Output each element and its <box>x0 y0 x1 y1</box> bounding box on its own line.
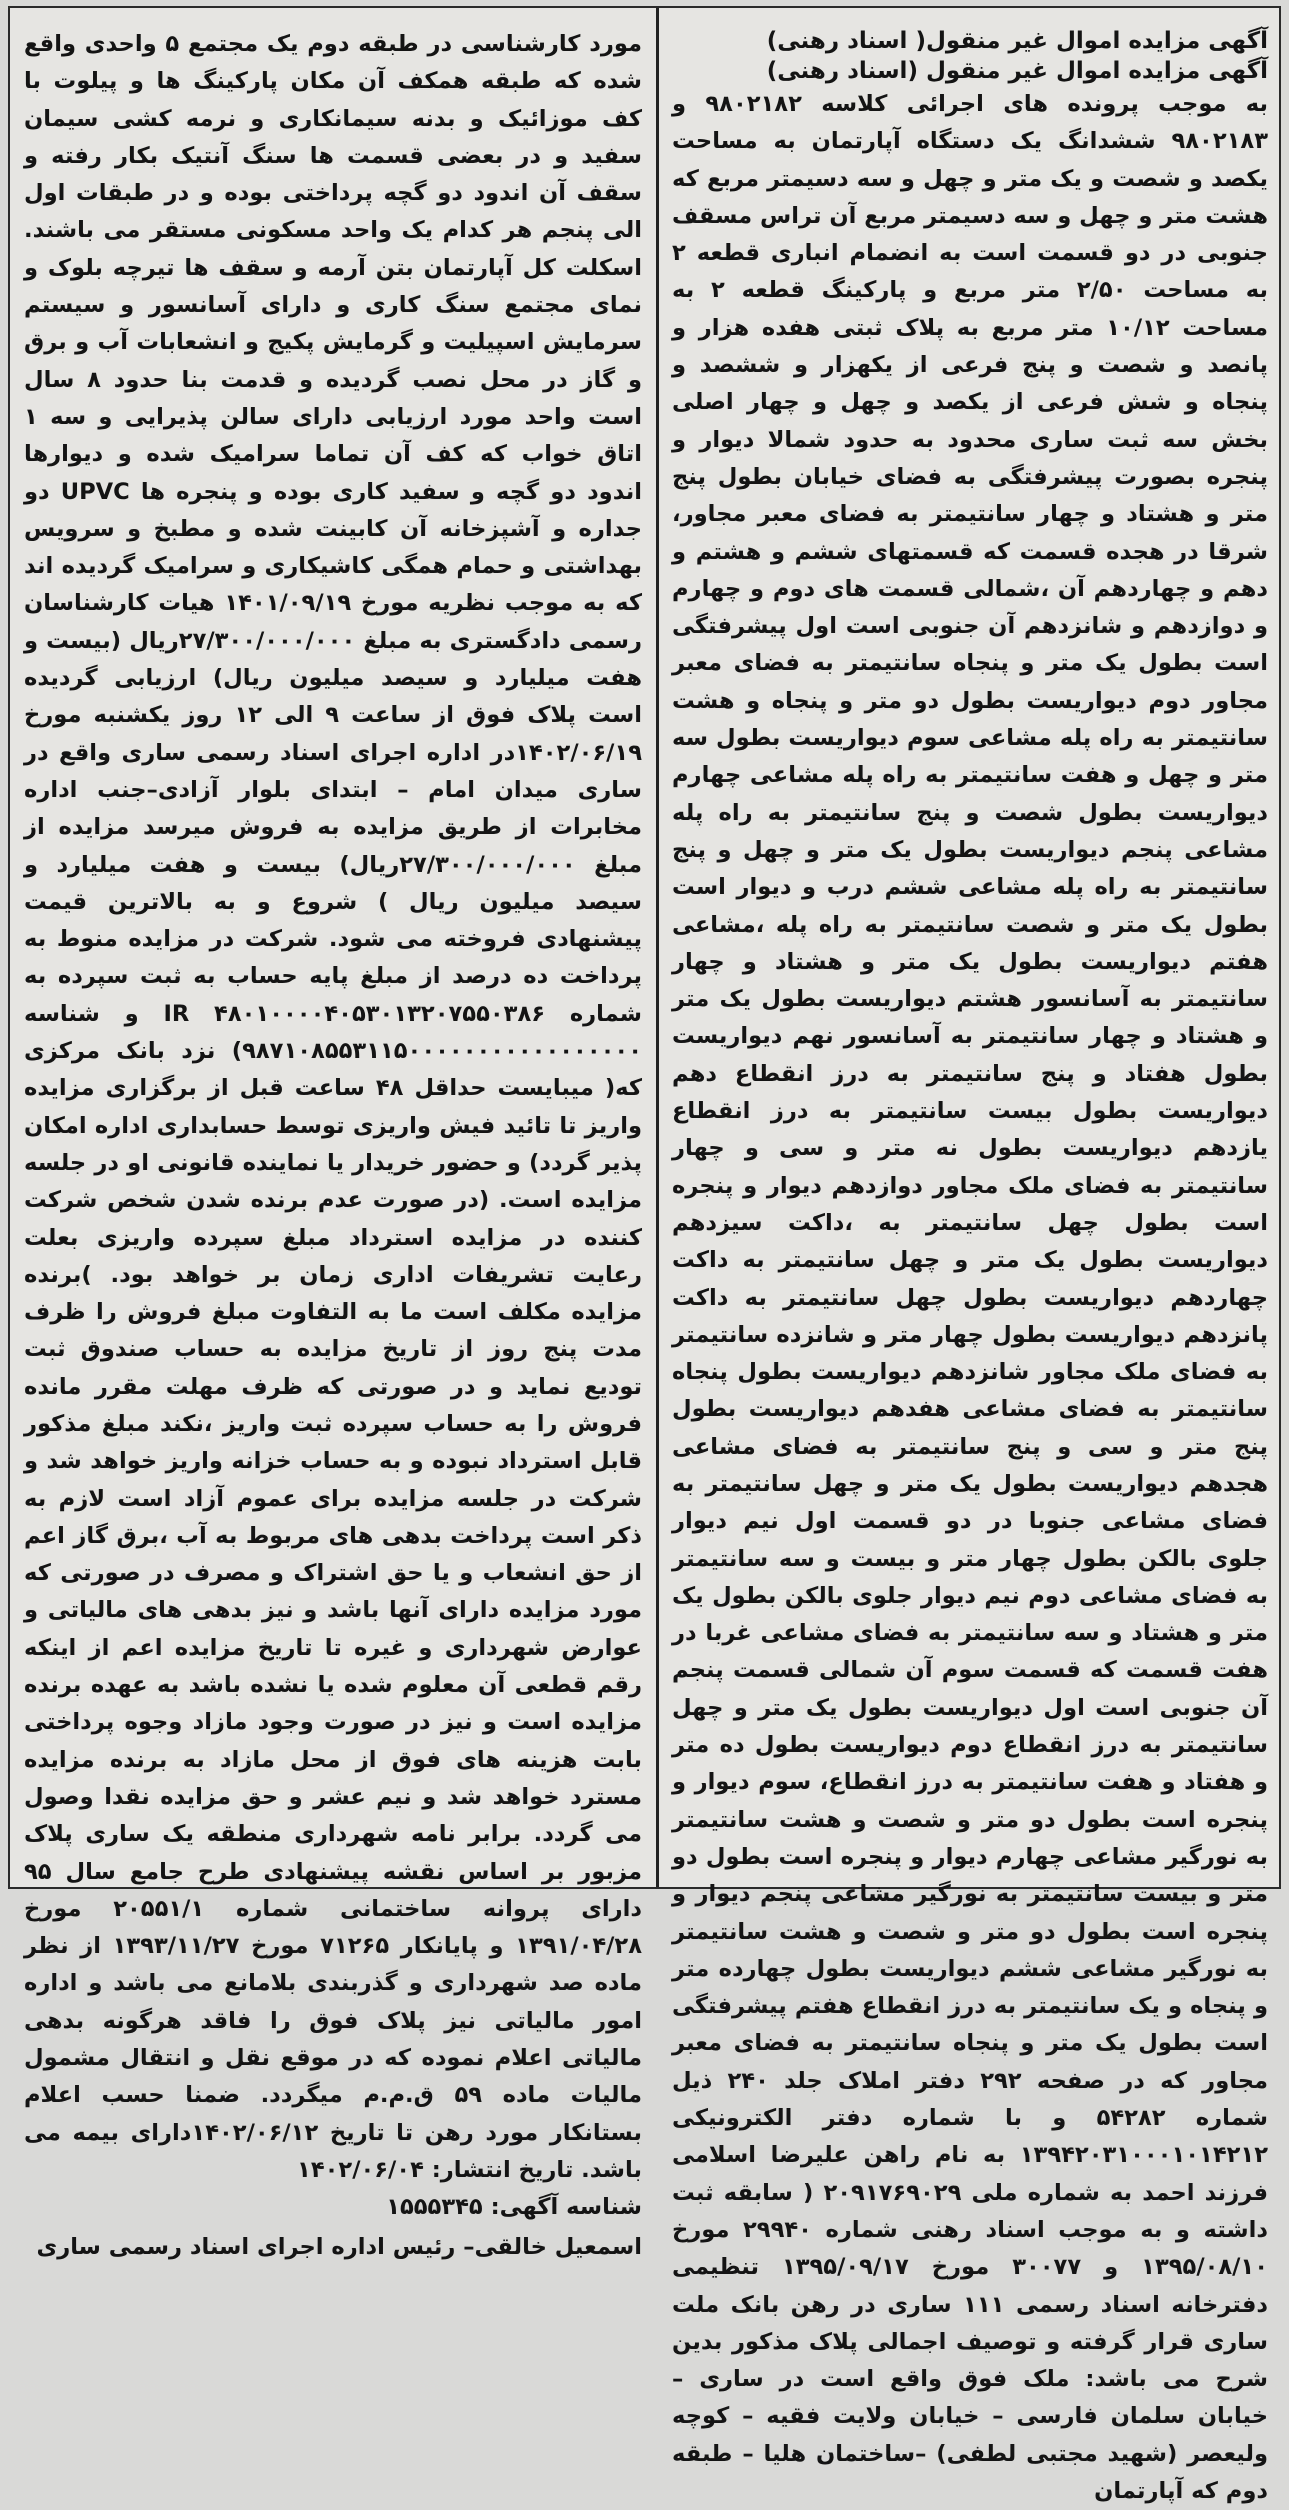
column-divider <box>656 8 659 1887</box>
right-column-text: به موجب پرونده های اجرائی کلاسه ۹۸۰۲۱۸۲ و ۹۸۰۲۱۸۳ ششدانگ یک دستگاه آپارتمان به مساحت یکصد و شصت و یک متر و چهل و سه دسیمتر مربع که هشت متر و چهل و سه دسیمتر مربع آن تراس مسقف جنوبی در دو قسمت است به انضمام انباری قطعه ۲ به مساحت ۲/۵۰ متر مربع و پارکینگ قطعه ۲ به مساحت ۱۰/۱۲ متر مربع به پلاک ثبتی هفده هزار و پانصد و شصت و پنج فرعی از یکهزار و ششصد و پنجاه و شش فرعی از یکصد و چهل و چهار اصلی بخش سه ثبت ساری محدود به حدود شمالا دیوار و پنجره بصورت پیشرفتگی به فضای خیابان بطول پنج متر و هشتاد و چهار سانتیمتر به فضای معبر مجاور، شرقا در هجده قسمت که قسمتهای ششم و هشتم و دهم و چهاردهم آن ،شمالی قسمت های دوم و چهارم و دوازدهم و شانزدهم آن جنوبی است اول پیشرفتگی است بطول یک متر و پنجاه سانتیمتر به فضای معبر مجاور دوم دیواریست بطول دو متر و پنجاه و هشت سانتیمتر به راه پله مشاعی سوم دیواریست بطول سه متر و چهل و هفت سانتیمتر به راه پله مشاعی چهارم دیواریست بطول شصت و پنج سانتیمتر به راه پله مشاعی پنجم دیواریست بطول یک متر و چهل و پنج سانتیمتر به راه پله مشاعی ششم درب و دیوار است بطول یک متر و شصت سانتیمتر به راه پله ،مشاعی هفتم دیواریست بطول یک متر و هشتاد و چهار سانتیمتر به آسانسور هشتم دیواریست بطول یک متر و هشتاد و چهار سانتیمتر به آسانسور نهم دیواریست بطول هفتاد و پنج سانتیمتر به درز انقطاع دهم دیواریست بطول بیست سانتیمتر به درز انقطاع یازدهم دیواریست بطول نه متر و سی و چهار سانتیمتر به فضای ملک مجاور دوازدهم دیوار و پنجره است بطول چهل سانتیمتر به ،داکت سیزدهم دیواریست بطول یک متر و چهل سانتیمتر به داکت چهاردهم دیواریست بطول چهل سانتیمتر به داکت پانزدهم دیواریست بطول چهار متر و شانزده سانتیمتر به فضای ملک مجاور شانزدهم دیواریست بطول پنجاه سانتیمتر به فضای مشاعی هفدهم دیواریست بطول پنج متر و سی و پنج سانتیمتر به فضای مشاعی هجدهم دیواریست بطول یک متر و چهل سانتیمتر به فضای مشاعی جنوبا در دو قسمت اول نیم دیوار جلوی بالکن بطول چهار متر و بیست و سه سانتیمتر به فضای مشاعی دوم نیم دیوار جلوی بالکن بطول یک متر و هشتاد و سه سانتیمتر به فضای مشاعی غربا در هفت قسمت که قسمت سوم آن شمالی قسمت پنجم آن جنوبی است اول دیواریست بطول یک متر و چهل سانتیمتر به درز انقطاع دوم دیواریست بطول ده متر و هفتاد و هفت سانتیمتر به درز انقطاع، سوم دیوار و پنجره است بطول دو متر و شصت و هشت سانتیمتر به نورگیر مشاعی چهارم دیوار و پنجره است بطول دو متر و بیست سانتیمتر به نورگیر مشاعی پنجم دیوار و پنجره است بطول دو متر و شصت و هشت سانتیمتر به نورگیر مشاعی ششم دیواریست بطول چهارده متر و پنجاه و یک سانتیمتر به درز انقطاع هفتم پیشرفتگی است بطول یک متر و پنجاه سانتیمتر به فضای معبر مجاور که در صفحه ۲۹۲ دفتر املاک جلد ۲۴۰ ذیل شماره ۵۴۲۸۲ و با شماره دفتر الکترونیکی ۱۳۹۴۲۰۳۱۰۰۰۱۰۱۴۲۱۲ به نام راهن علیرضا اسلامی فرزند احمد به شماره ملی ۲۰۹۱۷۶۹۰۲۹ ( سابقه ثبت داشته و به موجب اسناد رهنی شماره ۲۹۹۴۰ مورخ ۱۳۹۵/۰۸/۱۰ و ۳۰۰۷۷ مورخ ۱۳۹۵/۰۹/۱۷ تنظیمی دفترخانه اسناد رسمی ۱۱۱ ساری در رهن بانک ملت ساری قرار گرفته و توصیف اجمالی پلاک مذکور بدین شرح می باشد: ملک فوق واقع است در ساری – خیابان سلمان فارسی – خیابان ولایت فقیه – کوچه ولیعصر (شهید مجتبی لطفی) –ساختمان هلیا – طبقه دوم که آپارتمان <box>672 91 1268 2504</box>
signature: اسمعیل خالقی– رئیس اداره اجرای اسناد رسمی ساری <box>36 2233 642 2260</box>
left-column-text: مورد کارشناسی در طبقه دوم یک مجتمع ۵ واحدی واقع شده که طبقه همکف آن مکان پارکینگ ها و پیلوت با کف موزائیک و بدنه سیمانکاری و نرمه کشی سیمان سفید و در بعضی قسمت ها سنگ آنتیک بکار رفته و سقف آن اندود دو گچه پرداختی بوده و در طبقات اول الی پنجم هر کدام یک واحد مسکونی مستقر می باشند. اسکلت کل آپارتمان بتن آرمه و سقف ها تیرچه بلوک و نمای مجتمع سنگ کاری و دارای آسانسور و سیستم سرمایش اسپیلیت و گرمایش پکیج و انشعابات آب و برق و گاز در محل نصب گردیده و قدمت بنا حدود ۸ سال است واحد مورد ارزیابی دارای سالن پذیرایی و سه ۱ اتاق خواب که کف آن تماما سرامیک شده و دیوارها اندود دو گچه و سفید کاری بوده و پنجره ها UPVC دو جداره و آشپزخانه آن کابینت شده و مطبخ و سرویس بهداشتی و حمام همگی کاشیکاری و سرامیک گردیده اند که به موجب نظریه مورخ ۱۴۰۱/۰۹/۱۹ هیات کارشناسان رسمی دادگستری به مبلغ ۲۷/۳۰۰/۰۰۰/۰۰۰ریال (بیست و هفت میلیارد و سیصد میلیون ریال) ارزیابی گردیده است پلاک فوق از ساعت ۹ الی ۱۲ روز یکشنبه مورخ ۱۴۰۲/۰۶/۱۹در اداره اجرای اسناد رسمی ساری واقع در ساری میدان امام – ابتدای بلوار آزادی–جنب اداره مخابرات از طریق مزایده به فروش میرسد مزایده از مبلغ ۲۷/۳۰۰/۰۰۰/۰۰۰ریال) بیست و هفت میلیارد و سیصد میلیون ریال ) شروع و به بالاترین قیمت پیشنهادی فروخته می شود. شرکت در مزایده منوط به پرداخت ده درصد از مبلغ پایه حساب به ثبت سپرده به شماره IR ۴۸۰۱۰۰۰۰۴۰۵۳۰۱۳۲۰۷۵۵۰۳۸۶ و شناسه ۹۸۷۱۰۸۵۵۳۱۱۵۰۰۰۰۰۰۰۰۰۰۰۰۰۰۰۰۰) نزد بانک مرکزی که( میبایست حداقل ۴۸ ساعت قبل از برگزاری مزایده واریز تا تائید فیش واریزی توسط حسابداری اداره امکان پذیر گردد) و حضور خریدار یا نماینده قانونی او در جلسه مزایده است. (در صورت عدم برنده شدن شخص شرکت کننده در مزایده استرداد مبلغ سپرده واریزی بعلت رعایت تشریفات اداری زمان بر خواهد بود. )برنده مزایده مکلف است ما به التفاوت مبلغ فروش را ظرف مدت پنج روز از تاریخ مزایده به حساب صندوق ثبت تودیع نماید و در صورتی که ظرف مهلت مقرر مانده فروش را به حساب سپرده ثبت واریز ،نکند مبلغ مذکور قابل استرداد نبوده و به حساب خزانه واریز خواهد شد و شرکت در جلسه مزایده برای عموم آزاد است لازم به ذکر است پرداخت بدهی های مربوط به آب ،برق گاز اعم از حق انشعاب و یا حق اشتراک و مصرف در صورتی که مورد مزایده دارای آنها باشد و نیز بدهی های مالیاتی و عوارض شهرداری و غیره تا تاریخ مزایده اعم از اینکه رقم قطعی آن معلوم شده یا نشده باشد به عهده برنده مزایده است و نیز در صورت وجود مازاد وجوه پرداختی بابت هزینه های فوق از محل مازاد به برنده مزایده مسترد خواهد شد و نیم عشر و حق مزایده نقدا وصول می گردد. برابر نامه شهرداری منطقه یک ساری پلاک مزبور بر اساس نقشه پیشنهادی طرح جامع سال ۹۵ دارای پروانه ساختمانی شماره ۲۰۵۵۱/۱ مورخ ۱۳۹۱/۰۴/۲۸ و پایانکار ۷۱۲۶۵ مورخ ۱۳۹۳/۱۱/۲۷ از نظر ماده صد شهرداری و گذربندی بلامانع می باشد و اداره امور مالیاتی نیز پلاک فوق را فاقد هرگونه بدهی مالیاتی اعلام نموده که در موقع نقل و انتقال مشمول مالیات ماده ۵۹ ق.م.م میگردد. ضمنا حسب اعلام بستانکار مورد رهن تا تاریخ ۱۴۰۲/۰۶/۱۲دارای بیمه می باشد. تاریخ انتشار: ۱۴۰۲/۰۶/۰۴ <box>24 31 643 2183</box>
notice-title-repeat: آگهی مزایده اموال غیر منقول (اسناد رهنی) <box>766 58 1268 84</box>
newspaper-notice <box>8 6 1281 2504</box>
right-column <box>672 26 1268 2504</box>
notice-id: شناسه آگهی: ۱۵۵۵۳۴۵ <box>386 2194 642 2221</box>
notice-title: آگهی مزایده اموال غیر منقول( اسناد رهنی) <box>766 28 1268 54</box>
left-column <box>24 26 643 2260</box>
